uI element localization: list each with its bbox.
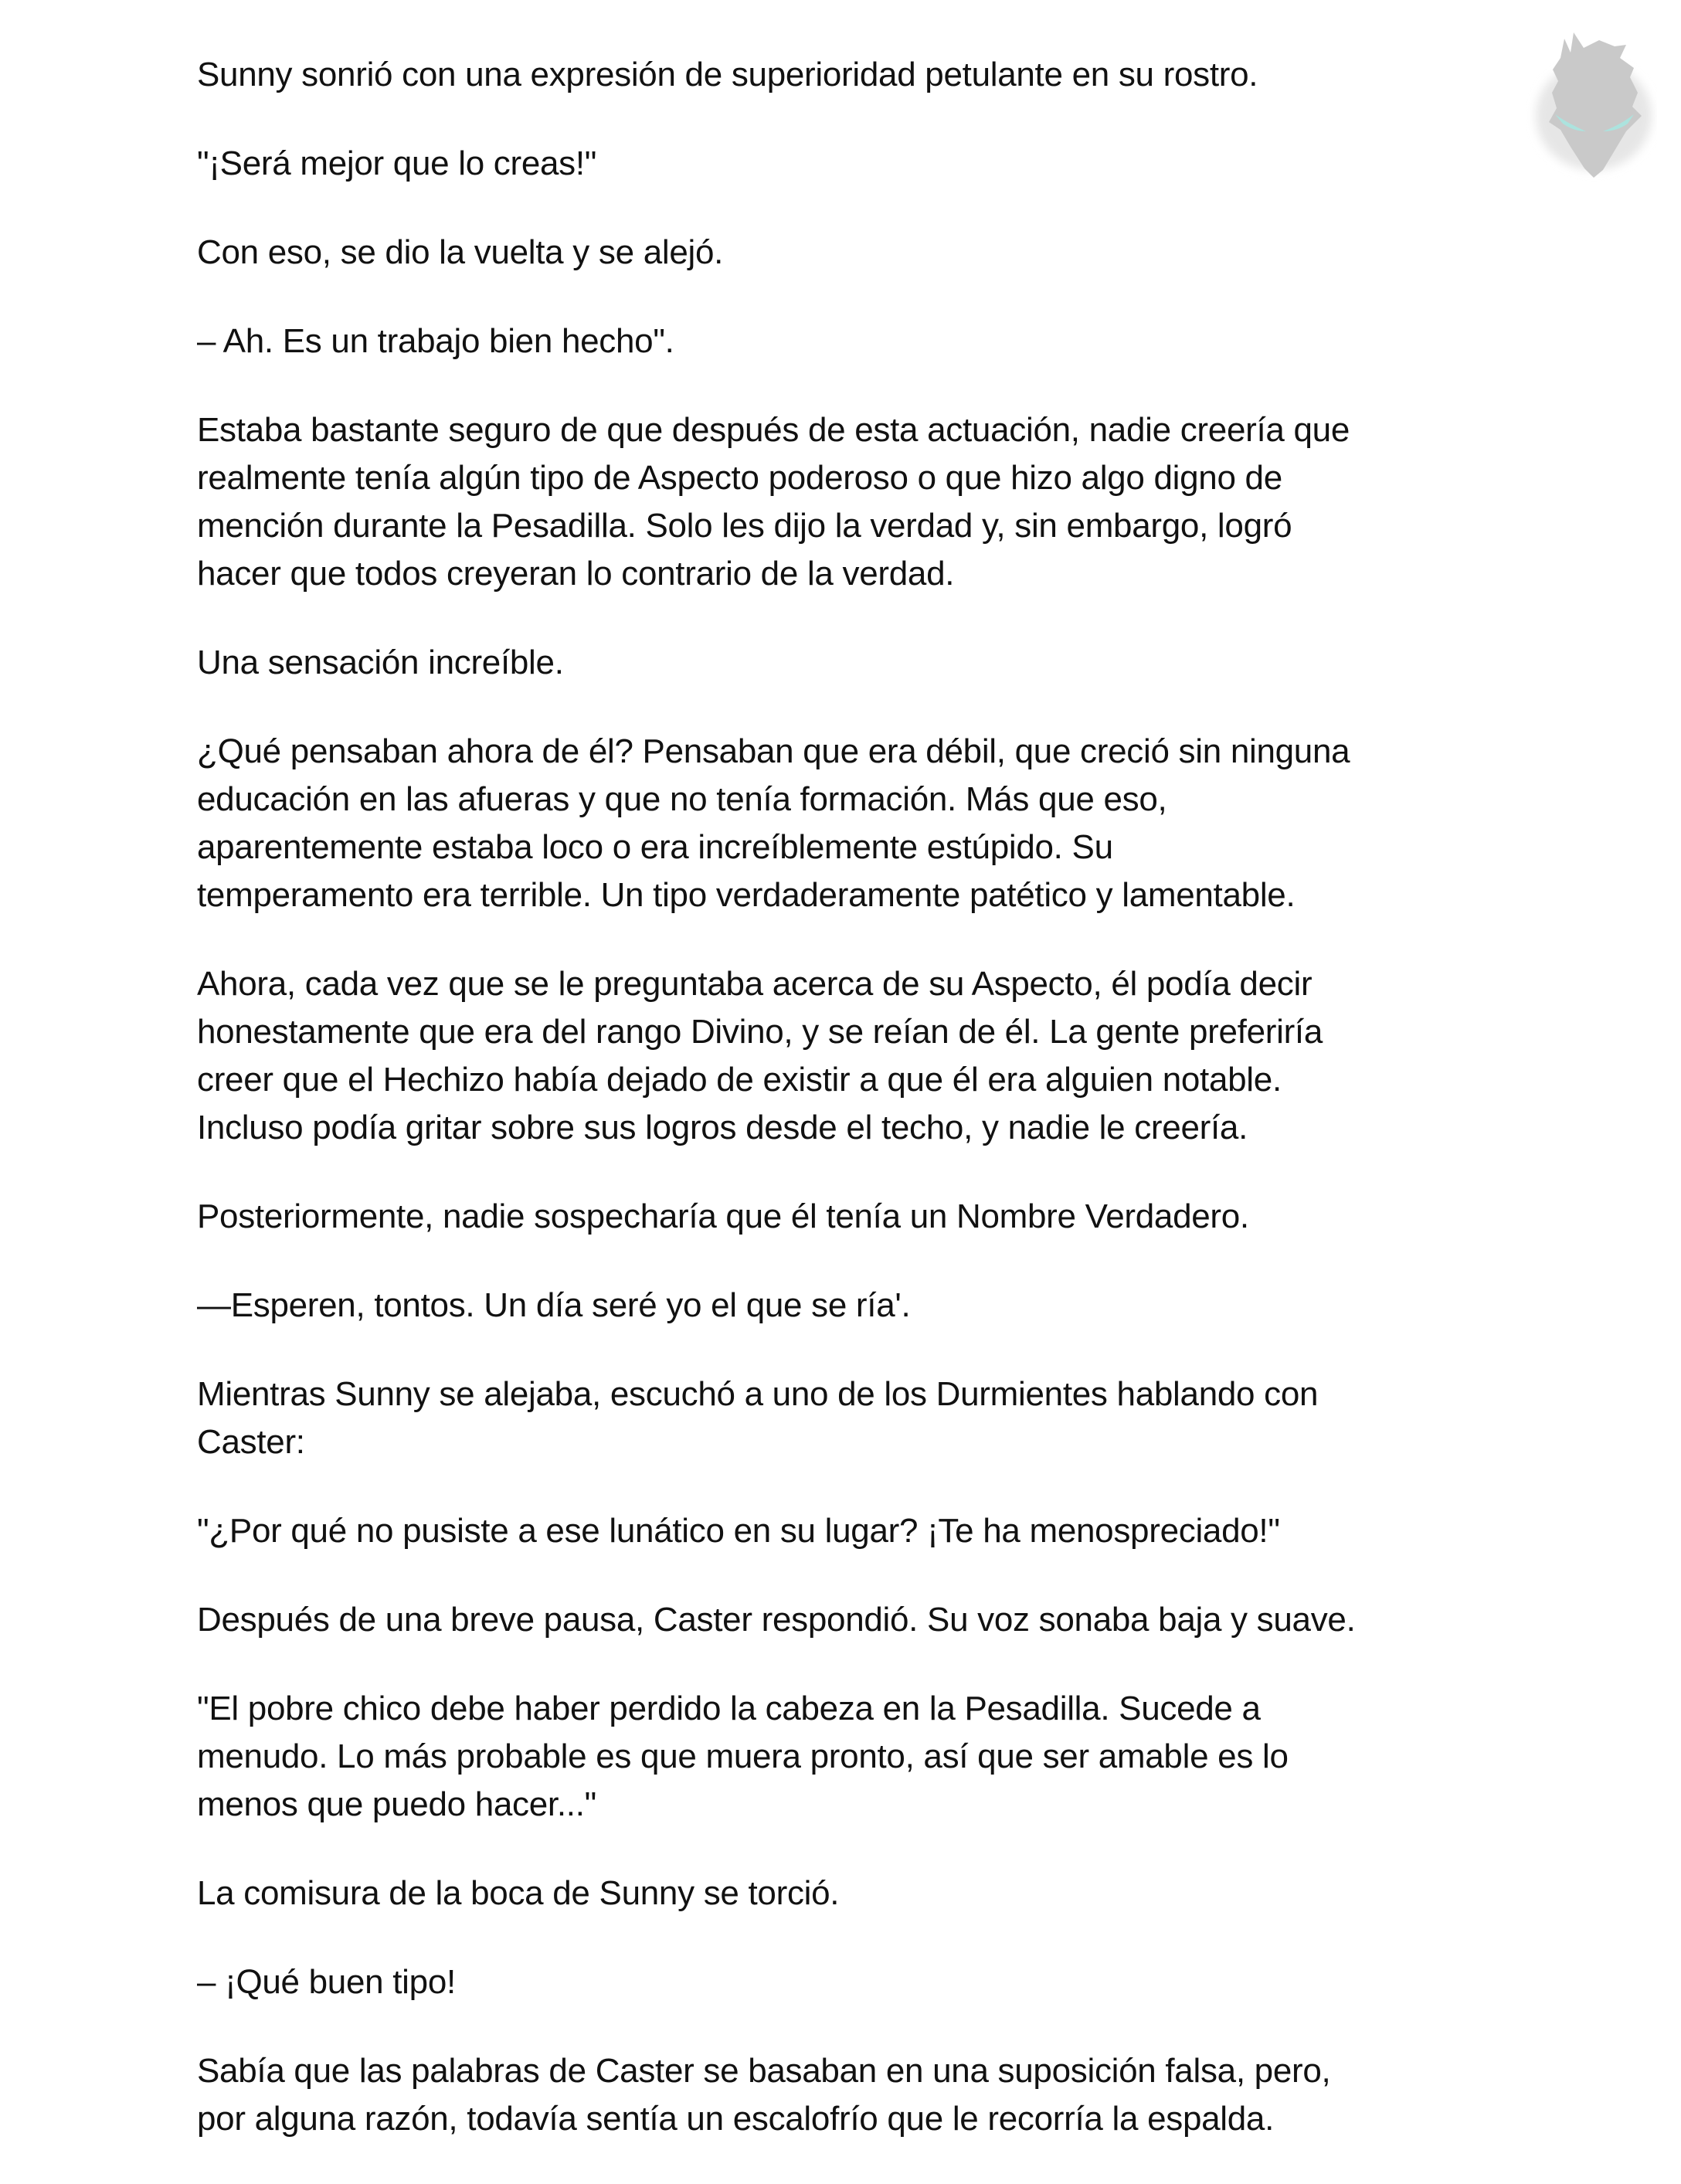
paragraph bbox=[197, 1282, 1526, 1330]
demon-head-icon bbox=[1526, 15, 1657, 185]
text-line: – ¡Qué buen tipo! bbox=[197, 1963, 456, 2001]
text-line: mención durante la Pesadilla. Solo les dijo la verdad y, sin embargo, logró bbox=[197, 507, 1292, 545]
text-line: – Ah. Es un trabajo bien hecho". bbox=[197, 322, 674, 360]
paragraph bbox=[197, 1870, 1526, 1917]
paragraph bbox=[197, 140, 1526, 188]
text-line: ¿Qué pensaban ahora de él? Pensaban que era débil, que creció sin ninguna bbox=[197, 732, 1350, 770]
text-line: Mientras Sunny se alejaba, escuchó a uno de los Durmientes hablando con bbox=[197, 1375, 1319, 1413]
paragraph bbox=[197, 318, 1526, 365]
text-line: honestamente que era del rango Divino, y se reían de él. La gente preferiría bbox=[197, 1013, 1323, 1051]
text-line: Con eso, se dio la vuelta y se alejó. bbox=[197, 233, 724, 271]
paragraph bbox=[197, 1958, 1526, 2006]
paragraph bbox=[197, 1685, 1526, 1829]
document-body bbox=[197, 51, 1526, 2184]
logo-icon bbox=[1526, 15, 1657, 185]
text-line: Estaba bastante seguro de que después de esta actuación, nadie creería que bbox=[197, 411, 1350, 449]
text-line: menudo. Lo más probable es que muera pronto, así que ser amable es lo bbox=[197, 1737, 1289, 1775]
text-line: aparentemente estaba loco o era increíblemente estúpido. Su bbox=[197, 828, 1113, 866]
paragraph bbox=[197, 229, 1526, 277]
text-line: —Esperen, tontos. Un día seré yo el que se ría'. bbox=[197, 1286, 911, 1324]
text-line: educación en las afueras y que no tenía formación. Más que eso, bbox=[197, 780, 1167, 818]
text-line: hacer que todos creyeran lo contrario de la verdad. bbox=[197, 555, 955, 593]
paragraph bbox=[197, 960, 1526, 1152]
text-line: La comisura de la boca de Sunny se torció. bbox=[197, 1874, 840, 1912]
paragraph bbox=[197, 728, 1526, 919]
text-line: por alguna razón, todavía sentía un escalofrío que le recorría la espalda. bbox=[197, 2100, 1275, 2138]
paragraph bbox=[197, 406, 1526, 598]
text-line: "¡Será mejor que lo creas!" bbox=[197, 144, 597, 182]
text-line: Sunny sonrió con una expresión de superioridad petulante en su rostro. bbox=[197, 56, 1258, 93]
text-line: temperamento era terrible. Un tipo verdaderamente patético y lamentable. bbox=[197, 876, 1296, 914]
text-line: Posteriormente, nadie sospecharía que él tenía un Nombre Verdadero. bbox=[197, 1197, 1249, 1235]
text-line: realmente tenía algún tipo de Aspecto poderoso o que hizo algo digno de bbox=[197, 459, 1282, 497]
text-line: "El pobre chico debe haber perdido la cabeza en la Pesadilla. Sucede a bbox=[197, 1690, 1261, 1727]
paragraph bbox=[197, 1596, 1526, 1644]
text-line: creer que el Hechizo había dejado de existir a que él era alguien notable. bbox=[197, 1061, 1282, 1099]
text-line: Ahora, cada vez que se le preguntaba acerca de su Aspecto, él podía decir bbox=[197, 965, 1313, 1003]
text-line: Caster: bbox=[197, 1423, 305, 1461]
paragraph bbox=[197, 1507, 1526, 1555]
paragraph bbox=[197, 1371, 1526, 1466]
text-line: Sabía que las palabras de Caster se basaban en una suposición falsa, pero, bbox=[197, 2052, 1331, 2090]
text-line: Después de una breve pausa, Caster respondió. Su voz sonaba baja y suave. bbox=[197, 1601, 1356, 1639]
text-line: menos que puedo hacer..." bbox=[197, 1785, 596, 1823]
paragraph bbox=[197, 2047, 1526, 2143]
paragraph bbox=[197, 1193, 1526, 1241]
text-line: Incluso podía gritar sobre sus logros desde el techo, y nadie le creería. bbox=[197, 1109, 1248, 1146]
paragraph bbox=[197, 51, 1526, 99]
text-line: "¿Por qué no pusiste a ese lunático en su lugar? ¡Te ha menospreciado!" bbox=[197, 1512, 1280, 1550]
text-line: Una sensación increíble. bbox=[197, 644, 564, 681]
paragraph bbox=[197, 639, 1526, 687]
